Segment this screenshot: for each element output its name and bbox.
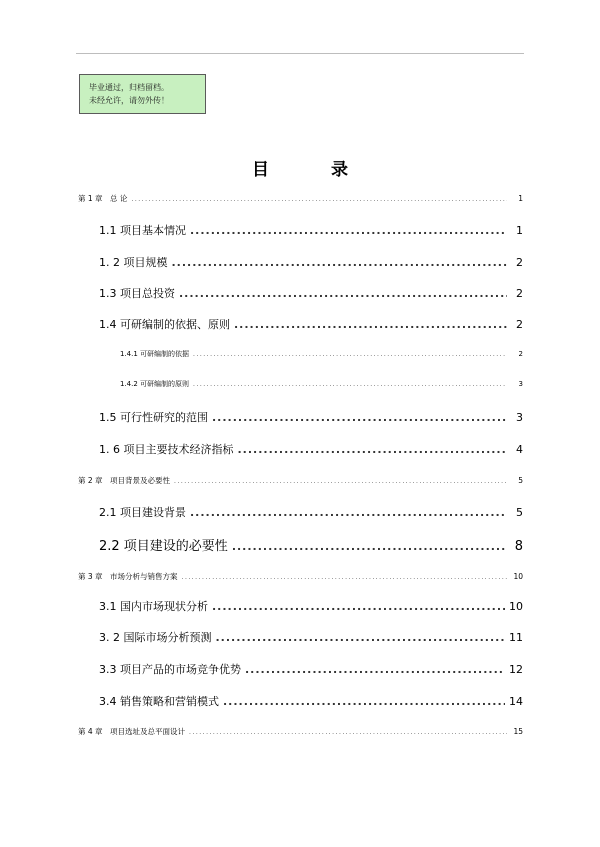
toc-leader <box>179 287 507 300</box>
toc-label: 1. 2 项目规模 <box>99 256 168 269</box>
toc-entry-1-4-1[interactable] <box>120 349 523 359</box>
header-rule <box>76 53 524 54</box>
toc-label: 第 1 章 总 论 <box>78 194 128 203</box>
confidential-stamp <box>79 74 206 114</box>
toc-leader <box>193 381 507 388</box>
toc-leader <box>189 729 507 736</box>
toc-page: 1 <box>518 194 523 203</box>
toc-leader <box>174 478 507 485</box>
toc-entry-3-4[interactable] <box>99 693 523 709</box>
toc-label: 1. 6 项目主要技术经济指标 <box>99 443 234 456</box>
toc-label: 1.4.1 可研编制的依据 <box>120 350 190 358</box>
toc-page: 11 <box>509 631 523 644</box>
toc-page: 2 <box>516 287 523 300</box>
toc-entry-ch2[interactable] <box>78 475 523 486</box>
toc-label: 1.1 项目基本情况 <box>99 224 186 237</box>
toc-label: 第 3 章 市场分析与销售方案 <box>78 572 178 581</box>
toc-entry-2-2[interactable] <box>99 535 523 554</box>
toc-leader <box>212 600 505 613</box>
toc-entry-1-3[interactable] <box>99 285 523 301</box>
toc-entry-1-4[interactable] <box>99 316 523 332</box>
toc-entry-1-2[interactable] <box>99 254 523 270</box>
toc-leader <box>232 540 507 553</box>
toc-entry-ch4[interactable] <box>78 726 523 737</box>
toc-page: 14 <box>509 695 523 708</box>
toc-page: 8 <box>514 539 523 554</box>
toc-label: 1.4.2 可研编制的原则 <box>120 380 190 388</box>
toc-label: 第 2 章 项目背景及必要性 <box>78 476 171 485</box>
toc-page: 4 <box>516 443 523 456</box>
toc-label: 第 4 章 项目选址及总平面设计 <box>78 727 186 736</box>
toc-entry-3-2[interactable] <box>99 629 523 645</box>
toc-label: 3.3 项目产品的市场竞争优势 <box>99 663 241 676</box>
toc-entry-ch3[interactable] <box>78 571 523 582</box>
toc-page: 2 <box>516 318 523 331</box>
toc-page: 10 <box>509 600 523 613</box>
toc-leader <box>190 224 507 237</box>
toc-page: 3 <box>516 411 523 424</box>
toc-label: 2.1 项目建设背景 <box>99 506 186 519</box>
stamp-line-2: 未经允许，请勿外传！ <box>89 96 169 105</box>
stamp-line-1: 毕业通过，归档留档。 <box>89 83 169 92</box>
toc-entry-3-1[interactable] <box>99 598 523 614</box>
toc-leader <box>234 318 507 331</box>
toc-label: 3.4 销售策略和营销模式 <box>99 695 219 708</box>
toc-leader <box>131 196 507 203</box>
toc-leader <box>238 443 508 456</box>
toc-label: 3.1 国内市场现状分析 <box>99 600 208 613</box>
toc-leader <box>182 574 507 581</box>
toc-entry-1-4-2[interactable] <box>120 379 523 389</box>
toc-page: 3 <box>518 380 523 388</box>
toc-entry-1-5[interactable] <box>99 409 523 425</box>
toc-page: 10 <box>513 572 523 581</box>
toc-page: 12 <box>509 663 523 676</box>
toc-leader <box>172 256 508 269</box>
toc-page: 15 <box>513 727 523 736</box>
toc-entry-ch1[interactable] <box>78 193 523 204</box>
toc-leader <box>245 663 505 676</box>
toc-page: 5 <box>516 506 523 519</box>
toc-page: 2 <box>518 350 523 358</box>
toc-page: 1 <box>516 224 523 237</box>
toc-leader <box>216 631 506 644</box>
page-title: 目 录 <box>252 160 376 180</box>
toc-entry-1-1[interactable] <box>99 222 523 238</box>
toc-leader <box>223 695 505 708</box>
toc-leader <box>190 506 507 519</box>
toc-entry-3-3[interactable] <box>99 661 523 677</box>
toc-entry-2-1[interactable] <box>99 504 523 520</box>
toc-label: 3. 2 国际市场分析预测 <box>99 631 212 644</box>
toc-entry-1-6[interactable] <box>99 441 523 457</box>
toc-label: 1.4 可研编制的依据、原则 <box>99 318 230 331</box>
toc-leader <box>212 411 507 424</box>
toc-label: 2.2 项目建设的必要性 <box>99 539 228 554</box>
toc-leader <box>193 351 507 358</box>
toc-page: 5 <box>518 476 523 485</box>
toc-label: 1.3 项目总投资 <box>99 287 175 300</box>
toc-page: 2 <box>516 256 523 269</box>
toc-label: 1.5 可行性研究的范围 <box>99 411 208 424</box>
